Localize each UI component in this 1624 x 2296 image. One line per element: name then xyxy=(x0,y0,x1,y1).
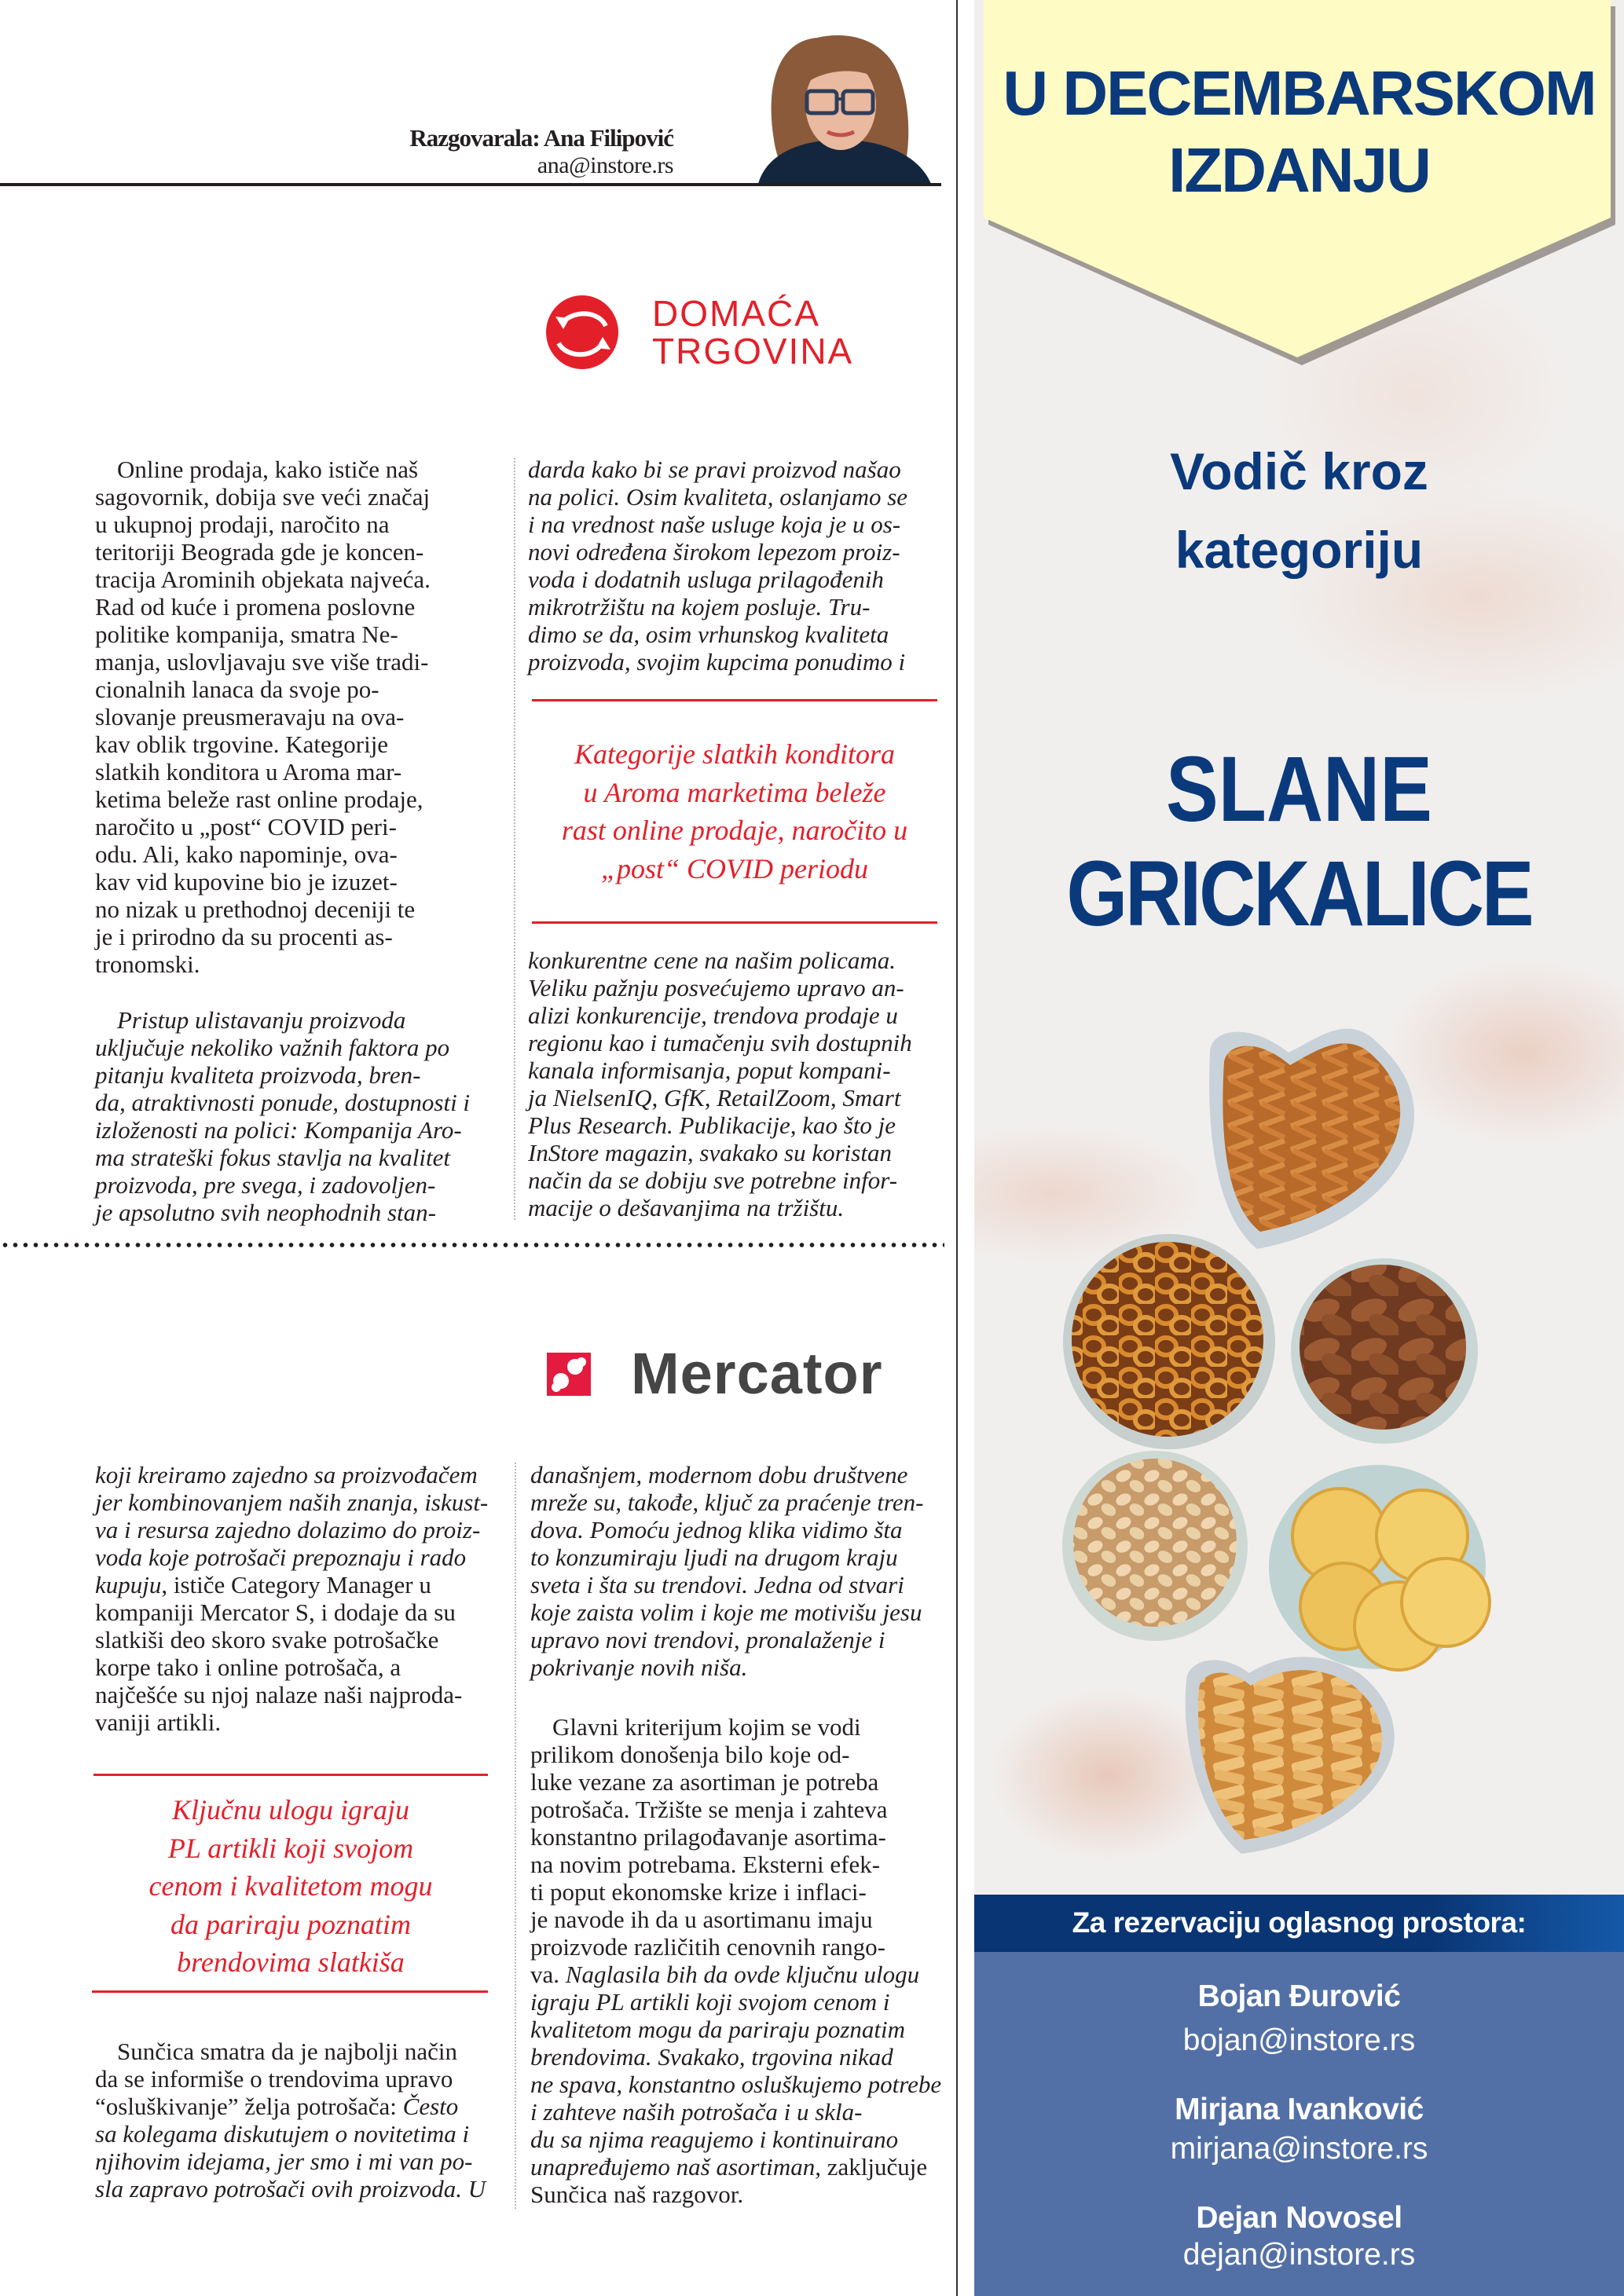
section-separator xyxy=(0,1243,944,1247)
text-line: alizi konkurencije, trendova prodaje u xyxy=(528,1002,898,1029)
text-line: proizvoda, svojim kupcima ponudimo i xyxy=(528,648,906,676)
text-line: sa kolegama diskutujem o novitetima i xyxy=(95,2120,470,2148)
text-line xyxy=(530,2153,947,2181)
text-line: Sunčica naš razgovor. xyxy=(530,2181,744,2208)
text-line: cionalnih lanaca da svoje po- xyxy=(95,676,379,703)
text-line: potrošača. Tržište se menja i zahteva xyxy=(530,1796,888,1823)
pennant-line2: IZDANJU xyxy=(1168,135,1430,205)
text-line: vaniji artikli. xyxy=(95,1708,222,1736)
text-line: najčešće su njoj nalaze naši najproda- xyxy=(95,1681,463,1708)
text-line: koje zaista volim i koje me motivišu jesu xyxy=(530,1598,922,1626)
text-line: da, atraktivnosti ponude, dostupnosti i xyxy=(95,1089,471,1116)
domaca-logo-line1: DOMAĆA xyxy=(652,293,820,334)
text-segment: Naglasila bih da ovde ključnu ulogu xyxy=(565,1961,920,1988)
text-line: proizvoda, pre svega, i zadovoljen- xyxy=(95,1171,436,1199)
text-segment: koji kreiramo zajedno sa proizvođačem xyxy=(95,1461,478,1489)
text-line: kompaniji Mercator S, i dodaje da su xyxy=(95,1598,456,1626)
article-paragraph xyxy=(528,456,944,676)
contact-email[interactable]: dejan@instore.rs xyxy=(1182,2238,1416,2272)
article-paragraph xyxy=(530,1461,947,1681)
mercator-wordmark: Mercator xyxy=(631,1341,883,1406)
text-line: je navode ih da u asortimanu imaju xyxy=(530,1906,873,1933)
text-line: u Aroma marketima beleže xyxy=(583,776,886,808)
article-paragraph xyxy=(95,2038,504,2203)
text-line xyxy=(530,2098,947,2126)
text-segment: “osluškivanje” želja potrošača: xyxy=(95,2093,403,2120)
text-segment: zaključuje xyxy=(821,2153,928,2181)
text-line: sla zapravo potrošači ovih proizvoda. U xyxy=(95,2175,486,2203)
text-line: dimo se da, osim vrhunskog kvaliteta xyxy=(528,621,889,648)
text-line xyxy=(95,2093,504,2120)
text-line: pitanju kvaliteta proizvoda, bren- xyxy=(95,1061,421,1089)
text-line: naročito u „post“ COVID peri- xyxy=(95,813,397,840)
article-paragraph xyxy=(95,1461,504,1736)
contact-name: Bojan Đurović xyxy=(1197,1979,1401,2013)
text-line: današnjem, modernom dobu društvene xyxy=(530,1461,908,1489)
top-left-column xyxy=(95,456,504,1226)
text-line xyxy=(95,2038,504,2065)
text-line: sveta i šta su trendovi. Jedna od stvari xyxy=(530,1571,904,1598)
text-line xyxy=(530,2071,947,2098)
text-line: politike kompanija, smatra Ne- xyxy=(95,621,398,648)
pull-quote xyxy=(93,1791,488,1982)
ad-subtitle-line1: Vodič kroz xyxy=(1170,442,1428,500)
text-line xyxy=(530,2043,947,2071)
text-line: ma strateški fokus stavlja na kvalitet xyxy=(95,1144,451,1171)
contact-email[interactable]: bojan@instore.rs xyxy=(1182,2023,1416,2057)
text-line: Veliku pažnju posvećujemo upravo an- xyxy=(528,974,904,1002)
text-line: Kategorije slatkih konditora xyxy=(574,738,895,770)
text-segment: va. xyxy=(530,1961,566,1988)
text-segment: du sa njima reagujemo i kontinuirano xyxy=(530,2126,899,2153)
text-line: korpe tako i online potrošača, a xyxy=(95,1653,401,1681)
text-line: Online prodaja, kako ističe naš xyxy=(117,456,419,483)
pull-quote-rule-top xyxy=(532,699,937,701)
text-line: ti poput ekonomske krize i inflaci- xyxy=(530,1878,867,1906)
bottom-right-column xyxy=(530,1461,947,2208)
text-line: InStore magazin, svakako su koristan xyxy=(528,1139,892,1166)
domaca-trgovina-logo xyxy=(542,292,919,371)
text-segment: Često xyxy=(402,2093,459,2120)
text-segment: ne spava, konstantno osluškujemo potrebe xyxy=(530,2071,942,2098)
text-line: kanala informisanja, poput kompani- xyxy=(528,1056,891,1084)
top-right-column-continued xyxy=(528,947,944,1221)
text-line: manja, uslovljavaju sve više tradi- xyxy=(95,648,429,676)
text-line xyxy=(530,1988,947,2016)
text-line: to konzumiraju ljudi na drugom kraju xyxy=(530,1543,898,1571)
domaca-trgovina-emblem-icon xyxy=(544,295,620,370)
text-line: dova. Pomoću jednog klika vidimo šta xyxy=(530,1516,903,1543)
text-line xyxy=(530,1961,947,1988)
text-line: prilikom donošenja bilo koje od- xyxy=(530,1741,850,1768)
text-line: mreže su, takođe, ključ za praćenje tren- xyxy=(530,1489,924,1516)
text-line xyxy=(95,1461,504,1489)
text-line: cenom i kvalitetom mogu xyxy=(148,1870,433,1902)
text-line: Plus Research. Publikacije, kao što je xyxy=(528,1111,896,1139)
text-line: ja NielsenIQ, GfK, RetailZoom, Smart xyxy=(528,1084,901,1111)
header-rule xyxy=(0,183,941,186)
text-line: regionu kao i tumačenju svih dostupnih xyxy=(528,1029,912,1056)
text-line: je apsolutno svih neophodnih stan- xyxy=(95,1199,436,1226)
text-line: luke vezane za asortiman je potreba xyxy=(530,1768,879,1796)
column-divider xyxy=(514,458,515,1220)
text-segment: va i resursa zajedno dolazimo do proiz- xyxy=(95,1516,481,1543)
text-line: na novim potrebama. Eksterni efek- xyxy=(530,1851,881,1878)
contact-header: Za rezervaciju oglasnog prostora: xyxy=(1072,1906,1527,1939)
text-segment: da se informiše o trendovima upravo xyxy=(95,2065,453,2093)
pull-quote xyxy=(532,735,937,888)
pull-quote-rule-bottom xyxy=(92,1990,488,1993)
text-line: u ukupnoj prodaji, naročito na xyxy=(95,511,390,538)
text-segment: igraju PL artikli koji svojom cenom i xyxy=(530,1988,890,2016)
column-divider xyxy=(515,1463,516,2209)
text-line xyxy=(530,2126,947,2153)
text-segment: , ističe Category Manager u xyxy=(161,1571,431,1598)
advert-panel[interactable] xyxy=(974,0,1624,2296)
text-line: darda kako bi se pravi proizvod našao xyxy=(528,456,901,483)
text-segment: unapređujemo naš asortiman, xyxy=(530,2153,821,2181)
text-line: PL artikli koji svojom xyxy=(167,1832,414,1864)
page-divider xyxy=(956,0,958,2296)
text-line: slatkiši deo skoro svake potrošačke xyxy=(95,1626,439,1653)
ad-title-line2: GRICKALICE xyxy=(1066,841,1532,947)
text-line: voda i dodatnih usluga prilagođenih xyxy=(528,566,884,593)
contact-name: Dejan Novosel xyxy=(1196,2201,1402,2235)
article-paragraph xyxy=(530,1713,947,2208)
contact-email[interactable]: mirjana@instore.rs xyxy=(1170,2132,1428,2166)
text-segment: brendovima. Svakako, trgovina nikad xyxy=(530,2043,893,2071)
text-line: odu. Ali, kako napominje, ova- xyxy=(95,840,398,868)
contact-name: Mirjana Ivanković xyxy=(1175,2093,1424,2126)
text-line: proizvode različitih cenovnih rango- xyxy=(530,1933,885,1961)
text-line: je i prirodno da su procenti as- xyxy=(95,923,393,950)
text-segment: kupuju xyxy=(95,1571,162,1598)
text-line: no nizak u prethodnoj deceniji te xyxy=(95,895,416,923)
text-line: Rad od kuće i promena poslovne xyxy=(95,593,416,621)
byline-email[interactable]: ana@instore.rs xyxy=(537,152,673,178)
author-photo xyxy=(742,22,941,184)
text-line: novi određena širokom lepezom proiz- xyxy=(528,538,900,566)
text-line: „post“ COVID periodu xyxy=(600,852,869,884)
text-line: izloženosti na polici: Kompanija Aro- xyxy=(95,1116,462,1144)
ad-title-line1: SLANE xyxy=(1166,737,1432,842)
text-line: Glavni kriterijum kojim se vodi xyxy=(552,1713,861,1741)
text-line: i na vrednost naše usluge koja je u os- xyxy=(528,511,901,538)
text-line: slovanje preusmeravaju na ova- xyxy=(95,703,405,731)
text-segment: jer kombinovanjem naših znanja, iskust- xyxy=(95,1489,489,1516)
pull-quote-rule-bottom xyxy=(532,921,937,924)
text-line: mikrotržištu na kojem posluje. Tru- xyxy=(528,593,871,621)
text-line: tronomski. xyxy=(95,950,200,978)
text-line: kav oblik trgovine. Kategorije xyxy=(95,731,389,758)
text-line: Ključnu ulogu igraju xyxy=(171,1794,409,1825)
text-line: sagovornik, dobija sve veći značaj xyxy=(95,483,431,511)
text-line: rast online prodaje, naročito u xyxy=(561,815,908,846)
article-paragraph xyxy=(95,1006,504,1226)
snack-bowls-photo xyxy=(974,1021,1624,1893)
text-line xyxy=(530,2016,947,2043)
text-segment: i zahteve naših potrošača i u skla- xyxy=(530,2098,863,2126)
text-line: na polici. Osim kvaliteta, oslanjamo se xyxy=(528,483,908,511)
text-line: slatkih konditora u Aroma mar- xyxy=(95,758,402,785)
article-paragraph xyxy=(528,947,944,1221)
text-segment: kvalitetom mogu da pariraju poznatim xyxy=(530,2016,906,2043)
mercator-logo xyxy=(546,1341,923,1406)
ad-subtitle-line2: kategoriju xyxy=(1175,521,1424,579)
domaca-logo-line2: TRGOVINA xyxy=(652,331,854,372)
text-line: pokrivanje novih niša. xyxy=(530,1653,748,1681)
pull-quote-rule-top xyxy=(93,1774,488,1776)
text-line: upravo novi trendovi, pronalaženje i xyxy=(530,1626,885,1653)
bottom-left-column-continued xyxy=(95,2038,504,2203)
text-line: način da se dobiju sve potrebne infor- xyxy=(528,1166,898,1194)
text-line: da pariraju poznatim xyxy=(170,1908,412,1940)
text-line: brendovima slatkiša xyxy=(177,1946,405,1978)
top-right-column xyxy=(528,456,944,676)
text-line xyxy=(95,1489,504,1516)
text-line xyxy=(95,1543,504,1571)
article-paragraph xyxy=(95,456,504,978)
text-line: teritoriji Beograda gde je koncen- xyxy=(95,538,424,566)
text-line: konstantno prilagođavanje asortima- xyxy=(530,1823,886,1851)
mercator-emblem-icon xyxy=(547,1353,591,1396)
byline-author: Razgovarala: Ana Filipović xyxy=(409,124,673,152)
text-line xyxy=(95,2065,504,2093)
text-line: ketima beleže rast online prodaje, xyxy=(95,785,423,813)
text-line: macije o dešavanjima na tržištu. xyxy=(528,1194,845,1221)
text-line: Pristup ulistavanju proizvoda xyxy=(117,1006,406,1034)
text-line xyxy=(95,1571,504,1598)
text-segment: voda koje potrošači prepoznaju i rado xyxy=(95,1543,467,1571)
text-line: njihovim idejama, jer smo i mi van po- xyxy=(95,2148,473,2175)
text-line: tracija Arominih objekata najveća. xyxy=(95,566,431,593)
pennant-line1: U DECEMBARSKOM xyxy=(1003,58,1596,128)
bottom-left-column xyxy=(95,1461,504,1736)
text-line xyxy=(95,1516,504,1543)
text-line: konkurentne cene na našim policama. xyxy=(528,947,896,974)
text-line: kav vid kupovine bio je izuzet- xyxy=(95,868,398,895)
text-line: uključuje nekoliko važnih faktora po xyxy=(95,1034,450,1061)
text-segment: Sunčica smatra da je najbolji način xyxy=(117,2038,457,2065)
